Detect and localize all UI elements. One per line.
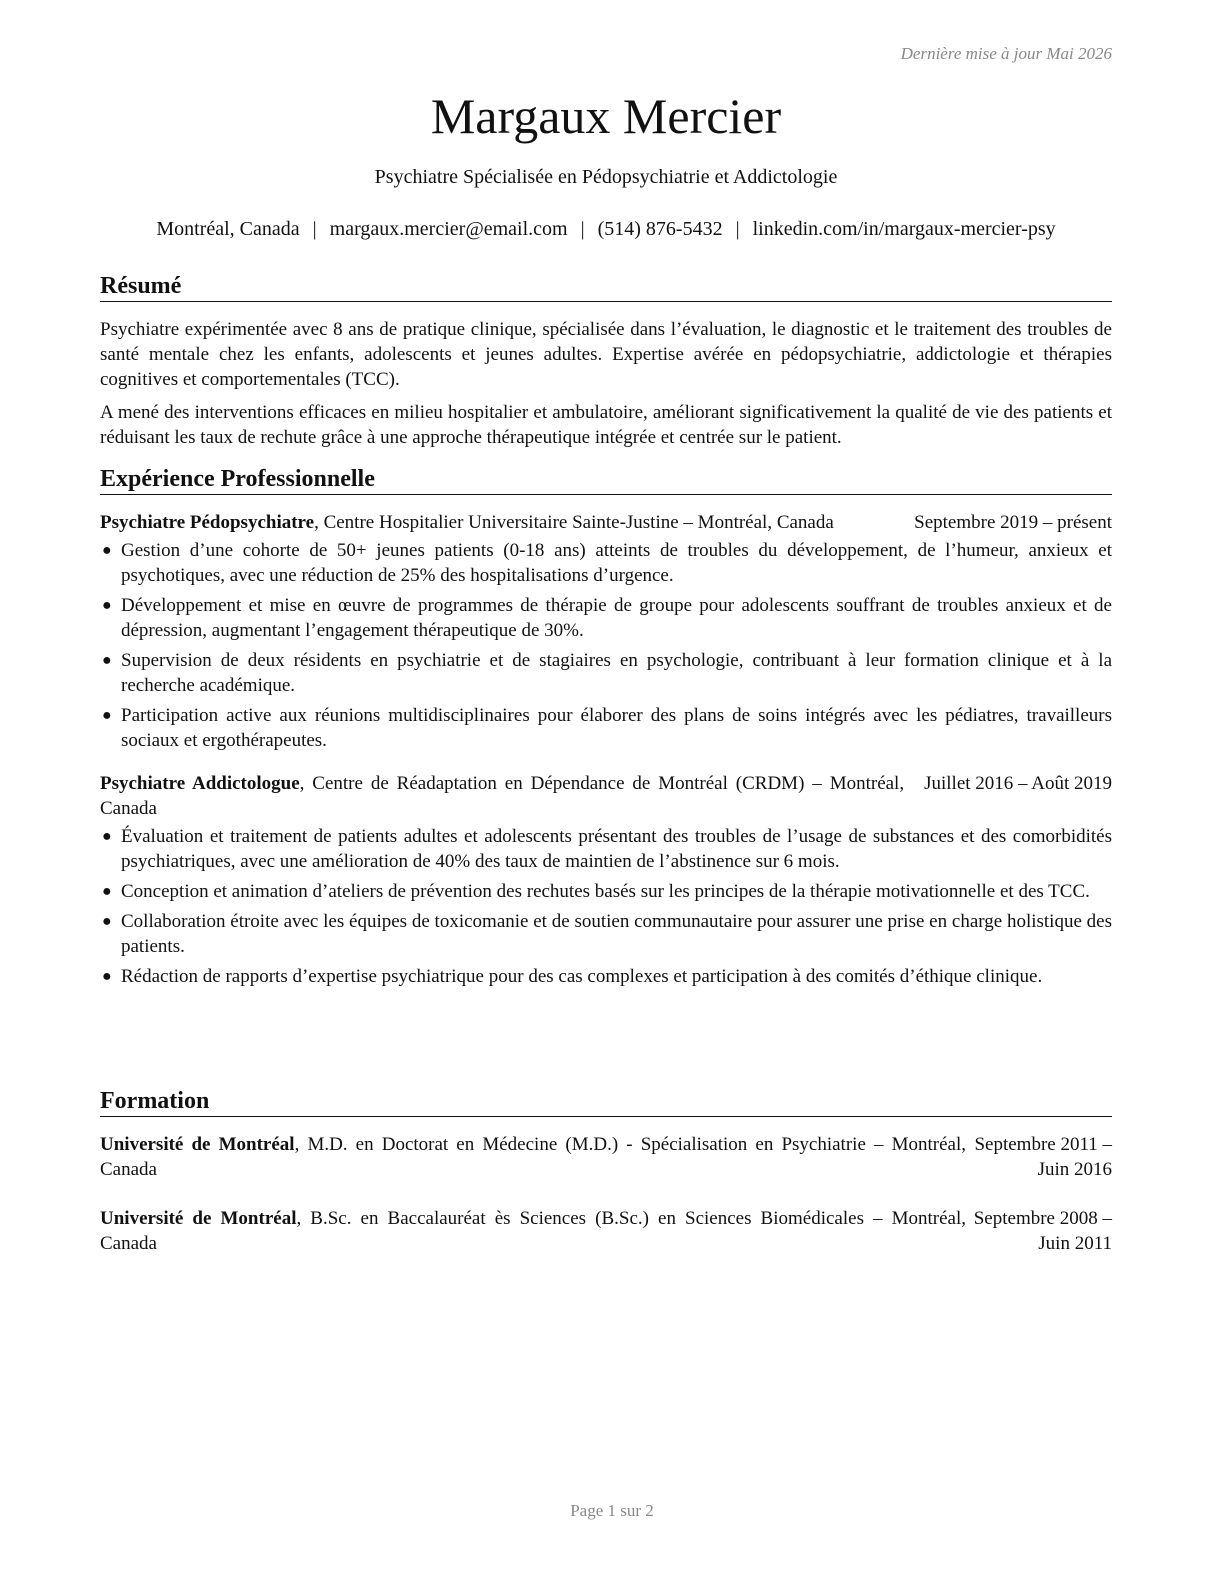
education-detail: Université de Montréal, B.Sc. en Baccalauréat ès Sciences (B.Sc.) en Sciences Biomédicales – Montréal, Canada [100, 1208, 966, 1254]
candidate-name: Margaux Mercier [430, 88, 782, 144]
contact-phone[interactable]: (514) 876-5432 [597, 218, 723, 240]
bullet-icon: ● [102, 597, 112, 614]
bullet-icon: ● [102, 652, 112, 669]
education-section [100, 1087, 1112, 1256]
job-role: Psychiatre Pédopsychiatre [100, 512, 315, 533]
bullet-icon: ● [102, 913, 112, 930]
contact-location: Montréal, Canada [156, 218, 300, 240]
summary-paragraph: Psychiatre expérimentée avec 8 ans de pratique clinique, spécialisée dans l’évaluation, le diagnostic et le traitement des troubles de santé mentale chez les enfants, adolescents et jeunes adultes. Expertise avérée en pédopsychiatrie, addictologie et thérapies cognitives et comportementales (TCC). [100, 319, 1112, 390]
contact-separator: | [735, 218, 740, 240]
job-entry [100, 510, 1112, 753]
job-entry [100, 771, 1112, 989]
job-org: , Centre Hospitalier Universitaire Sainte-Justine – Montréal, Canada [314, 512, 834, 533]
section-heading-summary: Résumé [100, 272, 1112, 302]
job-header [100, 510, 1112, 535]
section-heading-experience: Expérience Professionnelle [100, 465, 1112, 495]
education-school: Université de Montréal [100, 1208, 297, 1229]
education-entry [100, 1132, 1112, 1182]
list-item: ● Évaluation et traitement de patients adultes et adolescents présentant des troubles de l’usage de substances et des comorbidités psychiatriques, avec une amélioration de 40% des taux de maintien de l’abstinence sur 6 mois. [102, 826, 1112, 872]
list-item: ● Conception et animation d’ateliers de prévention des rechutes basés sur les principes de la thérapie motivationnelle et des TCC. [102, 881, 1090, 902]
contact-linkedin[interactable]: linkedin.com/in/margaux-mercier-psy [752, 218, 1056, 240]
bullet-icon: ● [102, 828, 112, 845]
education-detail: Université de Montréal, M.D. en Doctorat en Médecine (M.D.) - Spécialisation en Psychiatrie – Montréal, Canada [100, 1134, 967, 1180]
job-dates: Septembre 2019 – présent [914, 512, 1112, 533]
bullet-icon: ● [102, 707, 112, 724]
section-heading-education: Formation [100, 1087, 1112, 1117]
education-school: Université de Montréal [100, 1134, 295, 1155]
education-dates: Septembre 2011 – Juin 2016 [974, 1134, 1112, 1180]
bullet-icon: ● [102, 883, 112, 900]
job-org: , Centre de Réadaptation en Dépendance de Montréal (CRDM) – Montréal, Canada [100, 773, 905, 819]
contact-email[interactable]: margaux.mercier@email.com [329, 218, 568, 240]
last-updated: Dernière mise à jour Mai 2026 [900, 44, 1112, 63]
job-header [100, 771, 1112, 821]
contact-separator: | [580, 218, 585, 240]
list-item: ● Rédaction de rapports d’expertise psychiatrique pour des cas complexes et participation à des comités d’éthique clinique. [102, 966, 1043, 987]
summary-paragraph: A mené des interventions efficaces en milieu hospitalier et ambulatoire, améliorant significativement la qualité de vie des patients et réduisant les taux de rechute grâce à une approche thérapeutique intégrée et centrée sur le patient. [100, 402, 1112, 448]
page-number: Page 1 sur 2 [570, 1501, 654, 1520]
candidate-title: Psychiatre Spécialisée en Pédopsychiatrie et Addictologie [374, 166, 838, 188]
bullet-icon: ● [102, 968, 112, 985]
summary-section [100, 272, 1112, 450]
experience-section [100, 465, 1112, 994]
contact-line [100, 218, 1112, 241]
education-dates: Septembre 2008 – Juin 2011 [973, 1208, 1112, 1254]
job-role: Psychiatre Addictologue [100, 773, 300, 794]
education-entry [100, 1206, 1112, 1256]
bullet-icon: ● [102, 542, 112, 559]
list-item: ● Développement et mise en œuvre de programmes de thérapie de groupe pour adolescents souffrant de troubles anxieux et de dépression, augmentant l’engagement thérapeutique de 30%. [102, 595, 1112, 641]
contact-separator: | [312, 218, 317, 240]
list-item: ● Collaboration étroite avec les équipes de toxicomanie et de soutien communautaire pour assurer une prise en charge holistique des patients. [102, 911, 1112, 957]
list-item: ● Participation active aux réunions multidisciplinaires pour élaborer des plans de soins intégrés avec les pédiatres, travailleurs sociaux et ergothérapeutes. [102, 705, 1112, 751]
job-dates: Juillet 2016 – Août 2019 [924, 773, 1112, 794]
list-item: ● Supervision de deux résidents en psychiatrie et de stagiaires en psychologie, contribuant à leur formation clinique et à la recherche académique. [102, 650, 1112, 696]
list-item: ● Gestion d’une cohorte de 50+ jeunes patients (0-18 ans) atteints de troubles du développement, de l’humeur, anxieux et psychotiques, avec une réduction de 25% des hospitalisations d’urgence. [102, 540, 1112, 586]
job-bullets [100, 538, 1112, 753]
job-bullets [100, 824, 1112, 989]
